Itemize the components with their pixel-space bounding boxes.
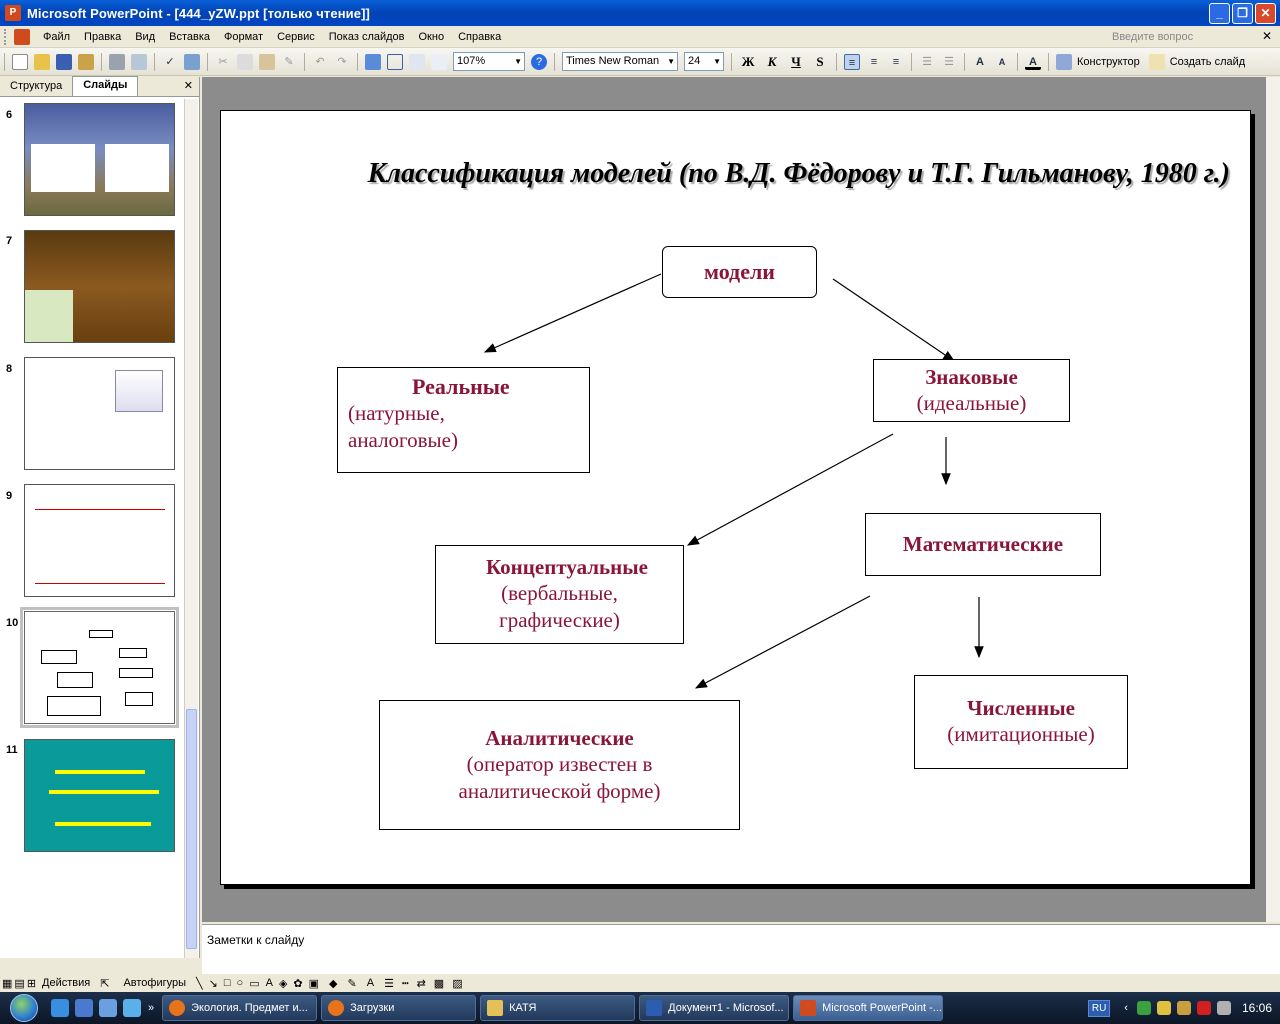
align-center-icon[interactable]: ≡ (870, 55, 878, 68)
font-size-value: 24 (688, 55, 701, 67)
fill-color-icon[interactable]: ◆ (329, 977, 338, 990)
arrow-sign-conceptual (688, 434, 893, 545)
task-downloads[interactable] (321, 995, 476, 1021)
new-slide-button[interactable]: Создать слайд (1169, 55, 1246, 68)
slide-scrollbar[interactable] (1266, 77, 1280, 922)
shadow-button[interactable]: S (816, 53, 824, 69)
notes-placeholder: Заметки к слайду (207, 933, 305, 947)
font-select[interactable] (562, 52, 678, 71)
designer-icon[interactable] (1056, 54, 1072, 70)
panel-scrollbar[interactable] (184, 99, 198, 958)
italic-button[interactable]: К (767, 53, 777, 69)
task-katya[interactable] (480, 995, 635, 1021)
box-math[interactable] (865, 513, 1101, 576)
insert-table-icon[interactable] (387, 54, 403, 70)
menu-insert[interactable]: Вставка (169, 30, 211, 43)
3d-style-icon[interactable]: ▨ (452, 977, 463, 990)
numbering-icon[interactable]: ☰ (922, 55, 932, 68)
slide-number: 7 (6, 235, 13, 247)
document-icon[interactable] (14, 29, 30, 45)
insert-chart-icon[interactable] (365, 54, 381, 70)
scrollbar-thumb[interactable] (186, 709, 197, 949)
menu-help[interactable]: Справка (458, 30, 502, 43)
slide-thumbnail-11[interactable] (24, 739, 175, 852)
underline-button[interactable]: Ч (791, 53, 801, 69)
line-color-icon[interactable]: ✎ (347, 977, 357, 990)
notes-pane[interactable] (202, 924, 1280, 974)
arrow-style-icon[interactable]: ⇄ (416, 977, 426, 990)
box-analytic[interactable] (379, 700, 740, 830)
line-style-icon[interactable]: ☰ (384, 977, 394, 990)
research-icon[interactable] (184, 54, 200, 70)
slide-number: 6 (6, 109, 13, 121)
box-math-title: Математические (902, 532, 1064, 556)
slide-thumbnail-9[interactable] (24, 484, 175, 597)
task-label: КАТЯ (509, 1002, 537, 1014)
slide-number: 8 (6, 363, 13, 375)
print-icon[interactable] (109, 54, 125, 70)
box-analytic-desc: (оператор известен в аналитической форме) (458, 751, 661, 803)
toolbar-separator (4, 53, 5, 71)
menu-file[interactable]: Файл (43, 30, 71, 43)
menu-edit[interactable]: Правка (84, 30, 122, 43)
open-icon[interactable] (34, 54, 50, 70)
arrow-icon[interactable]: ↘ (208, 977, 218, 990)
print-preview-icon[interactable] (131, 54, 147, 70)
box-models[interactable] (662, 246, 817, 298)
menu-tools[interactable]: Сервис (277, 30, 315, 43)
spelling-icon[interactable]: ✓ (165, 55, 175, 68)
font-size-select[interactable] (684, 52, 724, 71)
select-objects-icon[interactable]: ⇱ (100, 977, 110, 990)
menu-format[interactable]: Формат (224, 30, 264, 43)
new-slide-icon[interactable] (1149, 54, 1165, 70)
help-search-input[interactable]: Введите вопрос (1112, 31, 1194, 43)
clipart-icon[interactable]: ✿ (293, 977, 303, 990)
box-real[interactable] (337, 367, 590, 473)
slideshow-view-icon[interactable]: ⊞ (26, 977, 37, 990)
volume-icon[interactable] (1217, 1001, 1231, 1015)
format-painter-icon[interactable]: ✎ (284, 55, 294, 68)
chevron-icon[interactable]: » (148, 1002, 155, 1014)
network-icon[interactable] (1137, 1001, 1151, 1015)
box-real-title: Реальные (412, 374, 510, 399)
menu-bar (0, 26, 1280, 48)
title-bar (0, 0, 1280, 26)
thumbnail-list (0, 99, 184, 958)
chevron-down-icon: ▼ (667, 57, 675, 66)
slide-number: 10 (6, 617, 19, 629)
globe-icon[interactable] (123, 999, 141, 1017)
toolbar-grip[interactable] (4, 29, 10, 45)
slide-canvas[interactable] (220, 110, 1251, 885)
redo-icon[interactable]: ↷ (337, 55, 347, 68)
panel-tabs (0, 77, 199, 97)
windows-orb-icon (10, 994, 38, 1022)
box-sign-desc: (идеальные) (916, 390, 1027, 415)
line-icon[interactable]: ╲ (196, 977, 203, 990)
tab-slides[interactable]: Слайды (72, 76, 138, 96)
chevron-down-icon: ▼ (514, 57, 522, 66)
box-conceptual[interactable] (435, 545, 684, 644)
task-label: Документ1 - Microsof... (668, 1002, 784, 1014)
system-tray (1088, 992, 1280, 1024)
bold-button[interactable]: Ж (741, 53, 755, 69)
sorter-view-icon[interactable]: ▤ (14, 977, 25, 990)
task-ecology[interactable] (162, 995, 317, 1021)
toolbar (0, 48, 1280, 76)
arrow-models-real (485, 274, 661, 352)
slide-title[interactable]: Классификация моделей (по В.Д. Фёдорову и Т.Г. Гильманову, 1980 г.) (367, 158, 1230, 189)
box-conceptual-title: Концептуальные (486, 555, 648, 579)
tray-arrow-icon[interactable]: ‹ (1124, 1002, 1128, 1014)
dash-style-icon[interactable]: ┅ (401, 977, 409, 990)
actions-menu[interactable]: Действия (42, 977, 91, 989)
slide-thumbnail-8[interactable] (24, 357, 175, 470)
help-icon[interactable]: ? (531, 54, 547, 70)
taskbar (0, 992, 1280, 1024)
box-conceptual-desc: (вербальные, графические) (499, 581, 620, 632)
powerpoint-icon: P (5, 5, 21, 21)
maximize-button[interactable]: ❐ (1232, 3, 1253, 24)
cut-icon[interactable]: ✂ (218, 55, 228, 68)
desktop-icon[interactable] (99, 999, 117, 1017)
word-icon (646, 1000, 662, 1016)
show-formatting-icon[interactable] (431, 54, 447, 70)
clock[interactable]: 16:06 (1241, 1001, 1272, 1015)
font-name: Times New Roman (566, 55, 660, 67)
align-right-icon[interactable]: ≡ (892, 55, 900, 68)
firefox-icon (169, 1000, 185, 1016)
task-label: Экология. Предмет и... (191, 1002, 308, 1014)
minimize-button[interactable]: _ (1209, 3, 1230, 24)
oval-icon[interactable]: ○ (236, 977, 244, 989)
slides-panel (0, 77, 200, 958)
zoom-select[interactable] (453, 52, 525, 71)
rectangle-icon[interactable]: □ (223, 977, 231, 989)
folder-icon (487, 1000, 503, 1016)
task-label: Microsoft PowerPoint -... (822, 1002, 942, 1014)
box-numeric-title: Численные (967, 696, 1075, 720)
task-powerpoint[interactable] (793, 995, 943, 1021)
arrow-math-analytic (696, 596, 870, 688)
close-pane-icon[interactable]: ✕ (183, 80, 193, 92)
menu-view[interactable]: Вид (135, 30, 156, 43)
box-numeric[interactable] (914, 675, 1128, 769)
font-color-icon[interactable]: A (1025, 54, 1041, 70)
autoshapes-menu[interactable]: Автофигуры (123, 977, 187, 989)
save-icon[interactable] (56, 54, 72, 70)
window-title: Microsoft PowerPoint - [444_yZW.ppt [только чтение]] (27, 5, 370, 21)
antivirus-icon[interactable] (1197, 1001, 1211, 1015)
close-document-icon[interactable]: ✕ (1261, 29, 1272, 43)
tab-outline[interactable]: Структура (10, 80, 63, 92)
tables-borders-icon[interactable] (409, 54, 425, 70)
normal-view-icon[interactable]: ▦ (2, 977, 13, 990)
task-label: Загрузки (350, 1002, 395, 1014)
drawing-toolbar (0, 974, 1280, 992)
box-numeric-desc: (имитационные) (947, 722, 1095, 746)
close-button[interactable]: ✕ (1255, 3, 1276, 24)
wordart-icon[interactable]: A (265, 977, 273, 989)
task-word[interactable] (639, 995, 789, 1021)
font-color-draw-icon[interactable]: A (366, 977, 375, 989)
language-indicator[interactable]: RU (1088, 1000, 1110, 1017)
slide-number: 9 (6, 490, 13, 502)
box-models-label: модели (704, 259, 775, 284)
bullets-icon[interactable]: ☰ (944, 55, 954, 68)
zoom-value: 107% (457, 55, 486, 67)
slide-workspace (202, 77, 1266, 922)
box-real-desc: (натурные, аналоговые) (348, 401, 458, 452)
paste-icon[interactable] (259, 54, 275, 70)
menu-window[interactable]: Окно (418, 30, 445, 43)
slide-number: 11 (6, 744, 18, 756)
decrease-font-icon[interactable]: A (998, 56, 1006, 67)
permission-icon[interactable] (78, 54, 94, 70)
box-analytic-title: Аналитические (485, 725, 634, 750)
slide-thumbnail-10[interactable] (24, 611, 175, 724)
firefox-icon (328, 1000, 344, 1016)
arrow-models-sign (833, 279, 954, 361)
undo-icon[interactable]: ↶ (315, 55, 325, 68)
picture-icon[interactable]: ▣ (308, 977, 320, 990)
diagram-icon[interactable]: ◈ (278, 977, 288, 990)
tray-app-icon-2[interactable] (1177, 1001, 1191, 1015)
box-sign[interactable] (873, 359, 1070, 422)
new-icon[interactable] (12, 54, 28, 70)
copy-icon[interactable] (237, 54, 253, 70)
chevron-down-icon: ▼ (713, 57, 721, 66)
menu-slideshow[interactable]: Показ слайдов (328, 30, 405, 43)
ie-icon[interactable] (51, 999, 69, 1017)
powerpoint-icon (800, 1000, 816, 1016)
designer-button[interactable]: Конструктор (1077, 55, 1140, 68)
increase-font-icon[interactable]: A (976, 55, 984, 68)
align-left-icon[interactable]: ≡ (844, 54, 860, 70)
shadow-style-icon[interactable]: ▩ (433, 977, 445, 990)
start-button[interactable] (0, 992, 48, 1024)
slide-thumbnail-6[interactable] (24, 103, 175, 216)
box-sign-title: Знаковые (925, 364, 1018, 389)
tray-app-icon[interactable] (1157, 1001, 1171, 1015)
outlook-icon[interactable] (75, 999, 93, 1017)
textbox-icon[interactable]: ▭ (249, 977, 260, 990)
slide-thumbnail-7[interactable] (24, 230, 175, 343)
